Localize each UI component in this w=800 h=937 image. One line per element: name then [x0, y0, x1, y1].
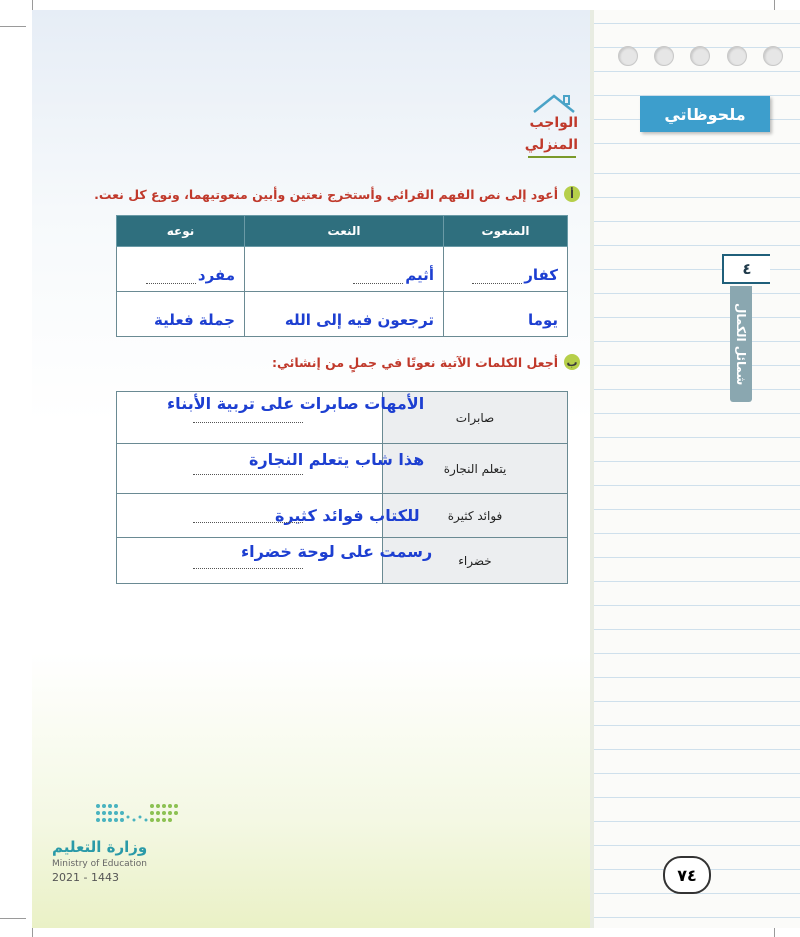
- page-number: ٧٤: [663, 856, 711, 894]
- word-cell: فوائد كثيرة: [383, 494, 568, 538]
- cell-man3out: [443, 247, 567, 292]
- answer: ترجعون فيه إلى الله: [284, 311, 434, 329]
- answer: يوما: [528, 311, 558, 329]
- ministry-logo-icon: [52, 800, 192, 832]
- ministry-name-english: Ministry of Education: [52, 859, 147, 869]
- sentence-cell: [117, 538, 433, 584]
- header-man3out: المنعوت: [443, 216, 567, 247]
- edition-year: 2021 - 1443: [52, 871, 119, 884]
- unit-number: ٤: [722, 254, 770, 284]
- question-b-badge: ب: [564, 354, 580, 370]
- ministry-name-arabic: وزارة التعليم: [52, 838, 148, 856]
- answer: كفار: [524, 266, 558, 284]
- table-row: [117, 392, 568, 444]
- header-naw3: نوعه: [117, 216, 245, 247]
- table-row: [117, 538, 568, 584]
- table-row: [117, 292, 568, 337]
- notes-panel: [590, 10, 800, 928]
- sentence-cell: [117, 392, 425, 444]
- binder-hole: [727, 46, 747, 66]
- dotted-line: [193, 522, 303, 523]
- homework-title-line2: المنزلي: [524, 137, 578, 153]
- table-row: [117, 247, 568, 292]
- sentence-answer: هذا شاب يتعلم النجارة: [249, 450, 425, 469]
- sentence-answer: للكتاب فوائد كثيرة: [275, 506, 420, 525]
- cell-na3t: [245, 292, 444, 337]
- table-row: [117, 444, 568, 494]
- title-underline: [528, 156, 576, 158]
- table-row: [117, 494, 568, 538]
- sentence-cell: [117, 444, 425, 494]
- question-a-badge: أ: [564, 186, 580, 202]
- cell-naw3: [117, 247, 245, 292]
- sentence-cell: [117, 494, 420, 538]
- cell-naw3: [117, 292, 245, 337]
- crop-mark: [0, 26, 26, 27]
- question-b-text: أجعل الكلمات الآتية نعوتًا في جملٍ من إنشائي:: [272, 354, 558, 370]
- dotted-line: [146, 273, 196, 284]
- answer: أثيم: [405, 266, 434, 284]
- binder-hole: [654, 46, 674, 66]
- crop-mark: [32, 928, 33, 937]
- dotted-line: [193, 474, 303, 475]
- question-a: [94, 186, 580, 202]
- crop-mark: [0, 918, 26, 919]
- sentence-answer: رسمت على لوحة خضراء: [241, 542, 433, 561]
- sentence-answer: الأمهات صابرات على تربية الأبناء: [167, 394, 425, 413]
- answer: مفرد: [197, 266, 235, 284]
- question-a-text: أعود إلى نص الفهم القرائي وأستخرج نعتين وأبين منعوتيهما، ونوع كل نعت.: [94, 186, 558, 202]
- cell-man3out: [443, 292, 567, 337]
- cell-na3t: [245, 247, 444, 292]
- binder-hole: [763, 46, 783, 66]
- word-cell: خضراء: [383, 538, 568, 584]
- dotted-line: [193, 568, 303, 569]
- homework-title-line1: الواجب: [529, 115, 578, 131]
- question-b: [272, 354, 580, 370]
- crop-mark: [774, 928, 775, 937]
- homework-title: [525, 112, 578, 156]
- header-na3t: النعت: [245, 216, 444, 247]
- dotted-line: [353, 273, 403, 284]
- sentences-table: [116, 391, 568, 584]
- word-cell: يتعلم النجارة: [383, 444, 568, 494]
- dotted-line: [472, 273, 522, 284]
- notes-tab: ملحوظاتي: [640, 96, 770, 132]
- answer: جملة فعلية: [154, 311, 235, 329]
- binder-hole: [618, 46, 638, 66]
- adjectives-table: [116, 215, 568, 337]
- unit-title: شمائل الكمال: [730, 286, 752, 402]
- binder-hole: [690, 46, 710, 66]
- word-cell: صابرات: [383, 392, 568, 444]
- dotted-line: [193, 422, 303, 423]
